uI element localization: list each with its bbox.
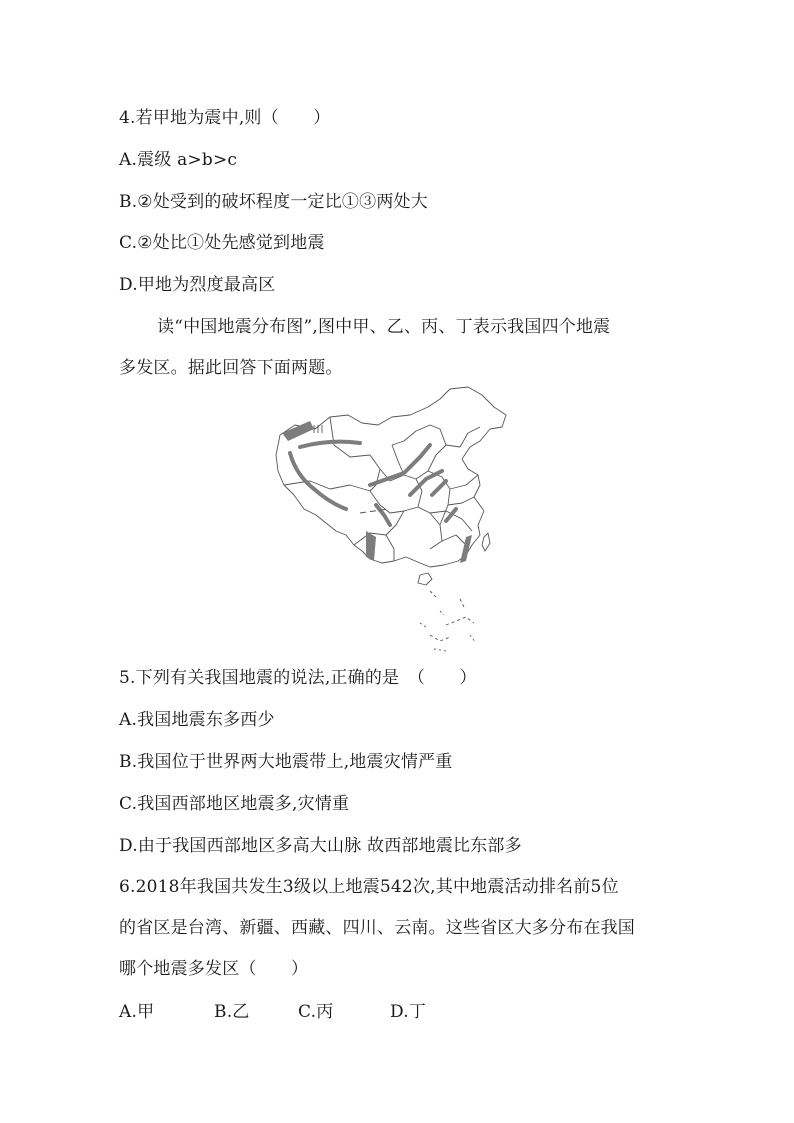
q5-option-d: D.由于我国西部地区多高大山脉 故西部地震比东部多 [119,836,522,856]
q6-options-row [119,1001,426,1023]
zone-sichuan [376,505,390,525]
china-earthquake-map [270,385,510,655]
q5-option-b: B.我国位于世界两大地震带上,地震灾情严重 [119,752,453,772]
q6-option-c: C.丙 [298,1002,334,1022]
zone-south [460,535,472,563]
intro-line-1: 读“中国地震分布图”,图中甲、乙、丙、丁表示我国四个地震 [157,317,611,337]
zone-southwest [366,531,376,561]
q4-option-c: C.②处比①处先感觉到地震 [119,233,325,253]
q6-option-d: D.丁 [390,1002,427,1022]
q6-stem-line-1: 6.2018年我国共发生3级以上地震542次,其中地震活动排名前5位 [119,877,619,897]
q4-stem: 4.若甲地为震中,则（ ） [119,108,331,128]
taiwan-island [482,533,490,551]
q6-stem-line-3: 哪个地震多发区（ ） [119,959,309,979]
q5-option-a: A.我国地震东多西少 [119,710,275,730]
hainan-island [418,573,432,585]
q4-option-d: D.甲地为烈度最高区 [119,275,276,295]
intro-line-2: 多发区。据此回答下面两题。 [119,358,343,378]
q5-stem: 5.下列有关我国地震的说法,正确的是 （ ） [119,668,477,688]
q4-option-b: B.②处受到的破坏程度一定比①③两处大 [119,192,428,212]
q6-option-a: A.甲 [119,1002,155,1022]
q6-option-b: B.乙 [214,1002,250,1022]
q6-stem-line-2: 的省区是台湾、新疆、西藏、四川、云南。这些省区大多分布在我国 [119,918,635,938]
zone-east [432,481,446,495]
zone-tianshan [300,442,360,447]
q4-option-a: A.震级 a>b>c [119,150,238,170]
q5-option-c: C.我国西部地区地震多,灾情重 [119,794,350,814]
zone-northwest [282,421,314,441]
